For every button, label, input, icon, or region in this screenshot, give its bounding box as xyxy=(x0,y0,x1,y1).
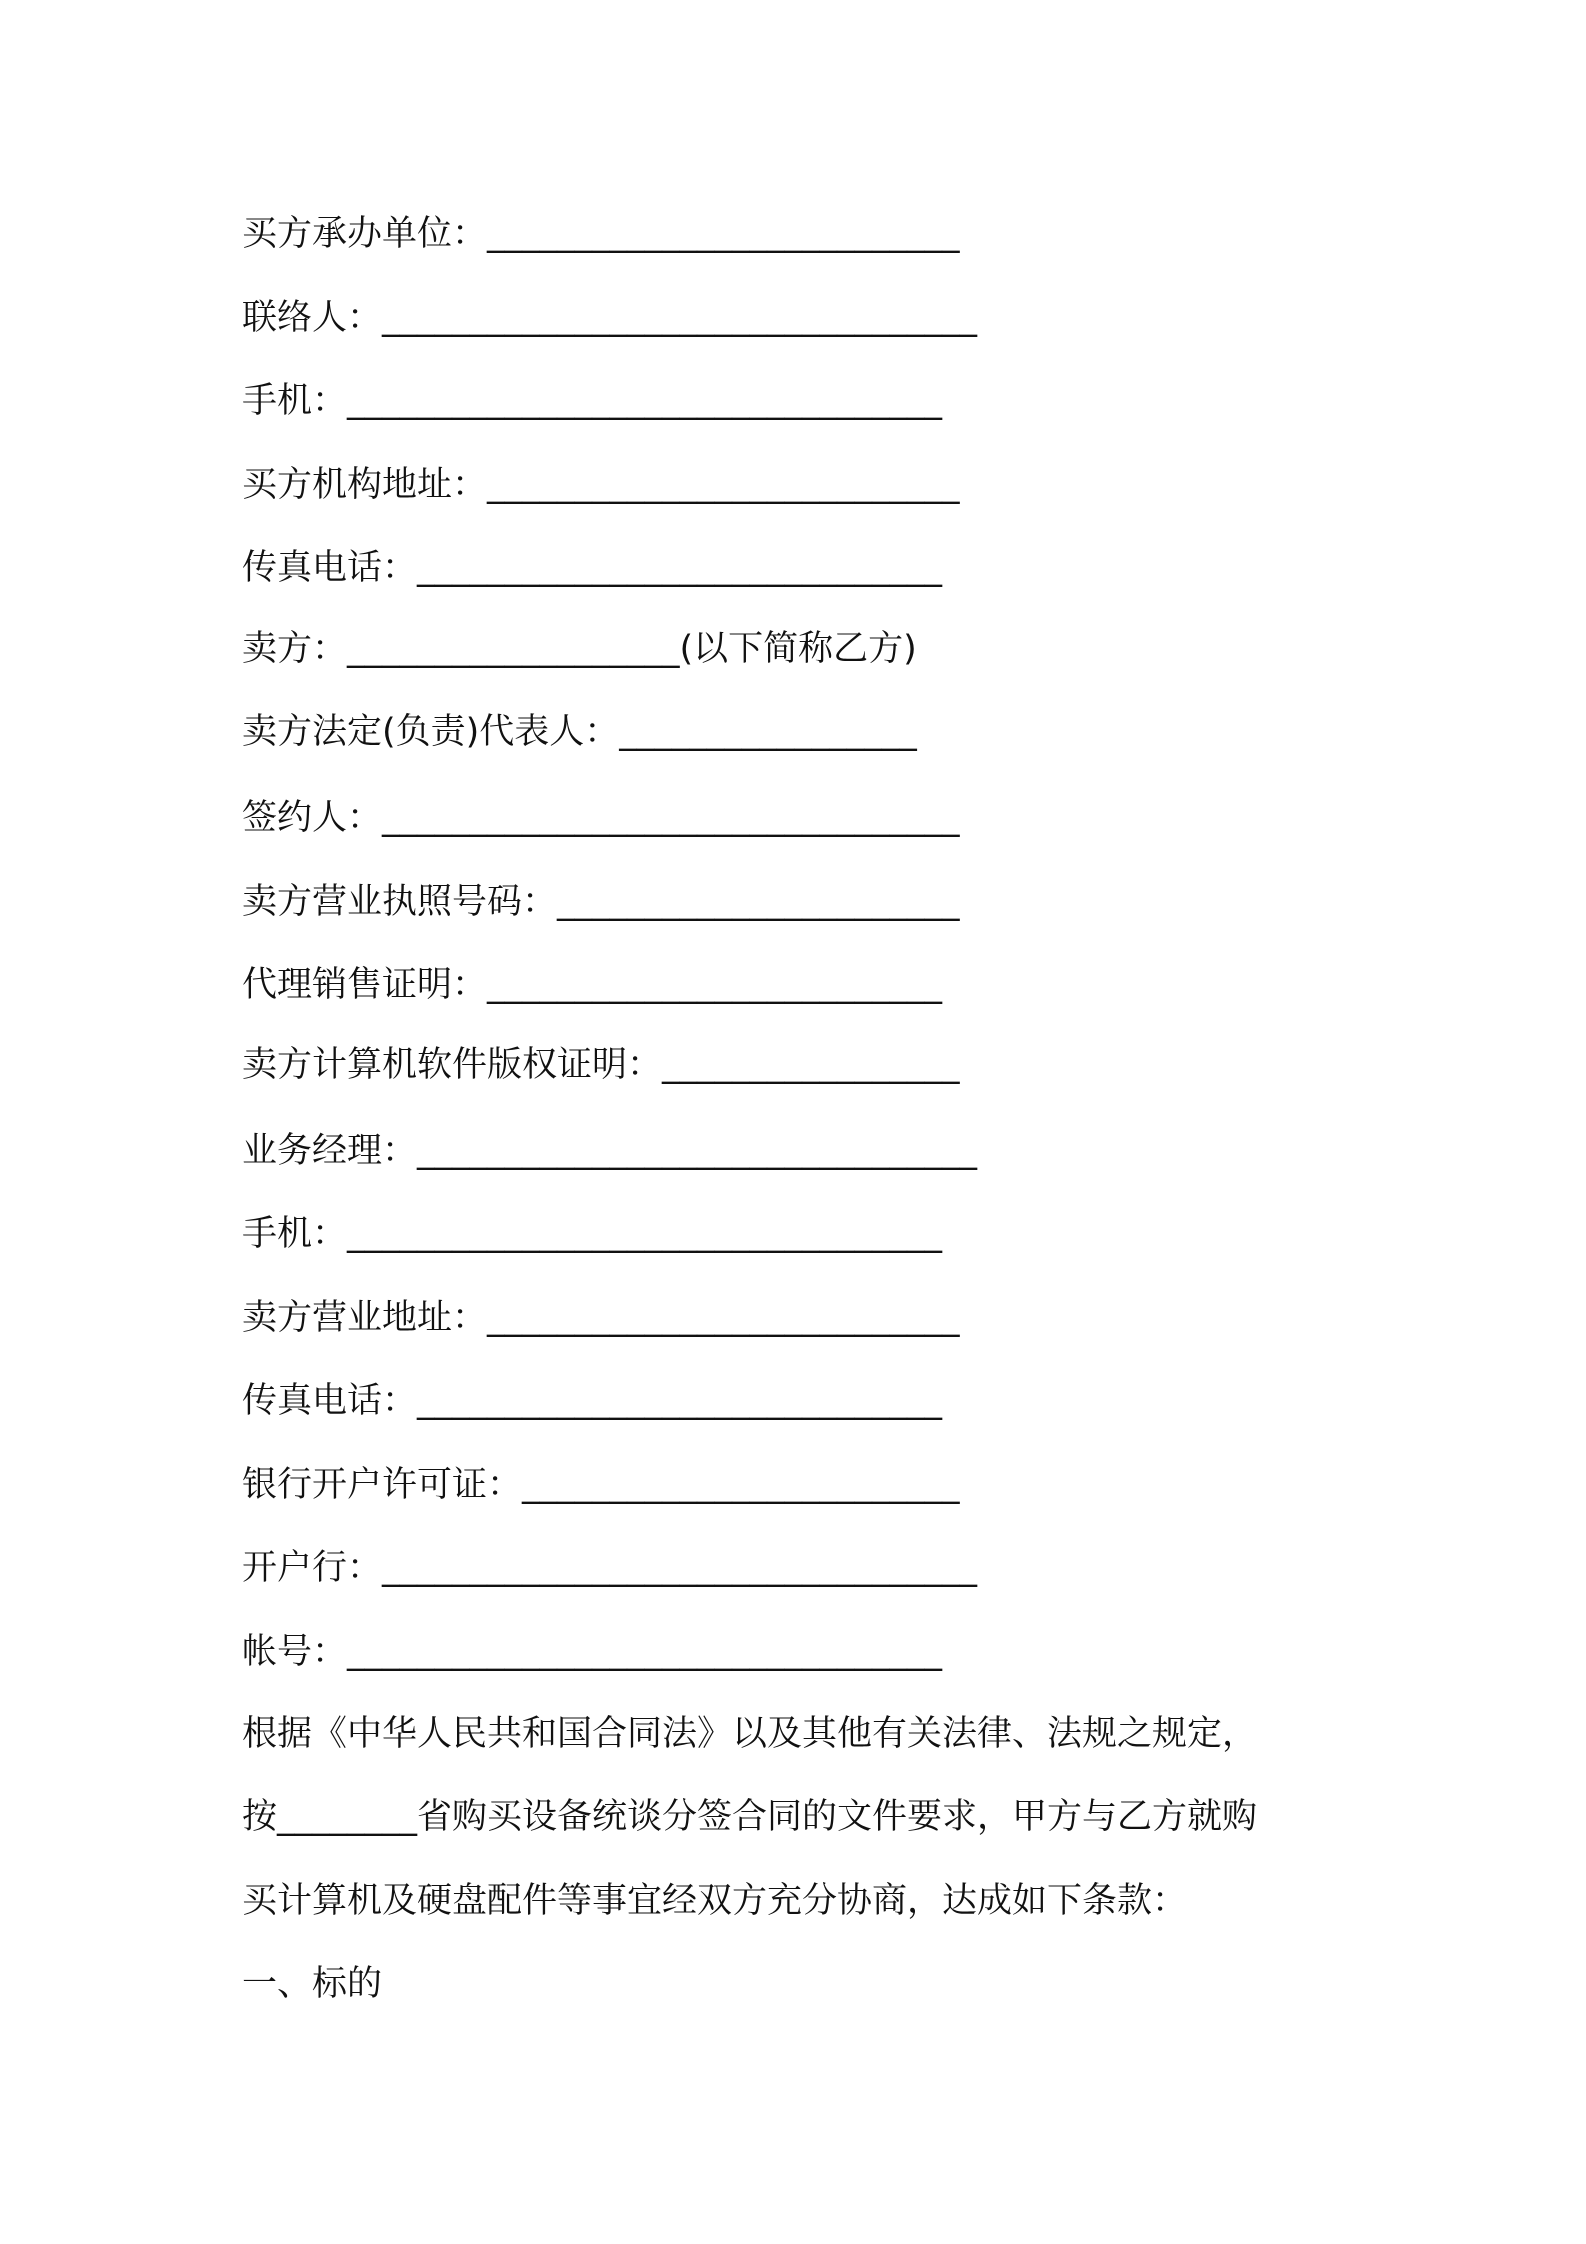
field-seller-mobile: 手机：__________________________________ xyxy=(242,1214,943,1254)
field-seller-legal-representative: 卖方法定(负责)代表人：_________________ xyxy=(242,712,917,752)
field-signatory: 签约人：_________________________________ xyxy=(242,798,960,838)
field-seller-business-license: 卖方营业执照号码：_______________________ xyxy=(242,882,960,922)
field-buyer-handling-unit: 买方承办单位：___________________________ xyxy=(242,214,960,254)
field-seller-business-address: 卖方营业地址：___________________________ xyxy=(242,1298,960,1338)
field-buyer-address: 买方机构地址：___________________________ xyxy=(242,465,960,505)
field-account-number: 帐号：__________________________________ xyxy=(242,1632,943,1672)
preamble-line-3: 买计算机及硬盘配件等事宜经双方充分协商，达成如下条款： xyxy=(242,1881,1188,1921)
field-buyer-mobile: 手机：__________________________________ xyxy=(242,381,943,421)
field-sales-agency-certificate: 代理销售证明：__________________________ xyxy=(242,965,943,1005)
field-bank-account-permit: 银行开户许可证：_________________________ xyxy=(242,1465,960,1505)
field-software-copyright-certificate: 卖方计算机软件版权证明：_________________ xyxy=(242,1045,960,1085)
section-heading-subject: 一、标的 xyxy=(242,1964,383,2004)
preamble-line-2: 按________省购买设备统谈分签合同的文件要求，甲方与乙方就购 xyxy=(242,1797,1258,1837)
field-business-manager: 业务经理：________________________________ xyxy=(242,1131,978,1171)
preamble-line-1: 根据《中华人民共和国合同法》以及其他有关法律、法规之规定， xyxy=(242,1714,1258,1754)
field-opening-bank: 开户行：__________________________________ xyxy=(242,1548,978,1588)
field-buyer-fax: 传真电话：______________________________ xyxy=(242,548,943,588)
field-seller-fax: 传真电话：______________________________ xyxy=(242,1381,943,1421)
field-contact-person: 联络人：__________________________________ xyxy=(242,298,978,338)
field-seller: 卖方：___________________(以下简称乙方) xyxy=(242,629,917,669)
